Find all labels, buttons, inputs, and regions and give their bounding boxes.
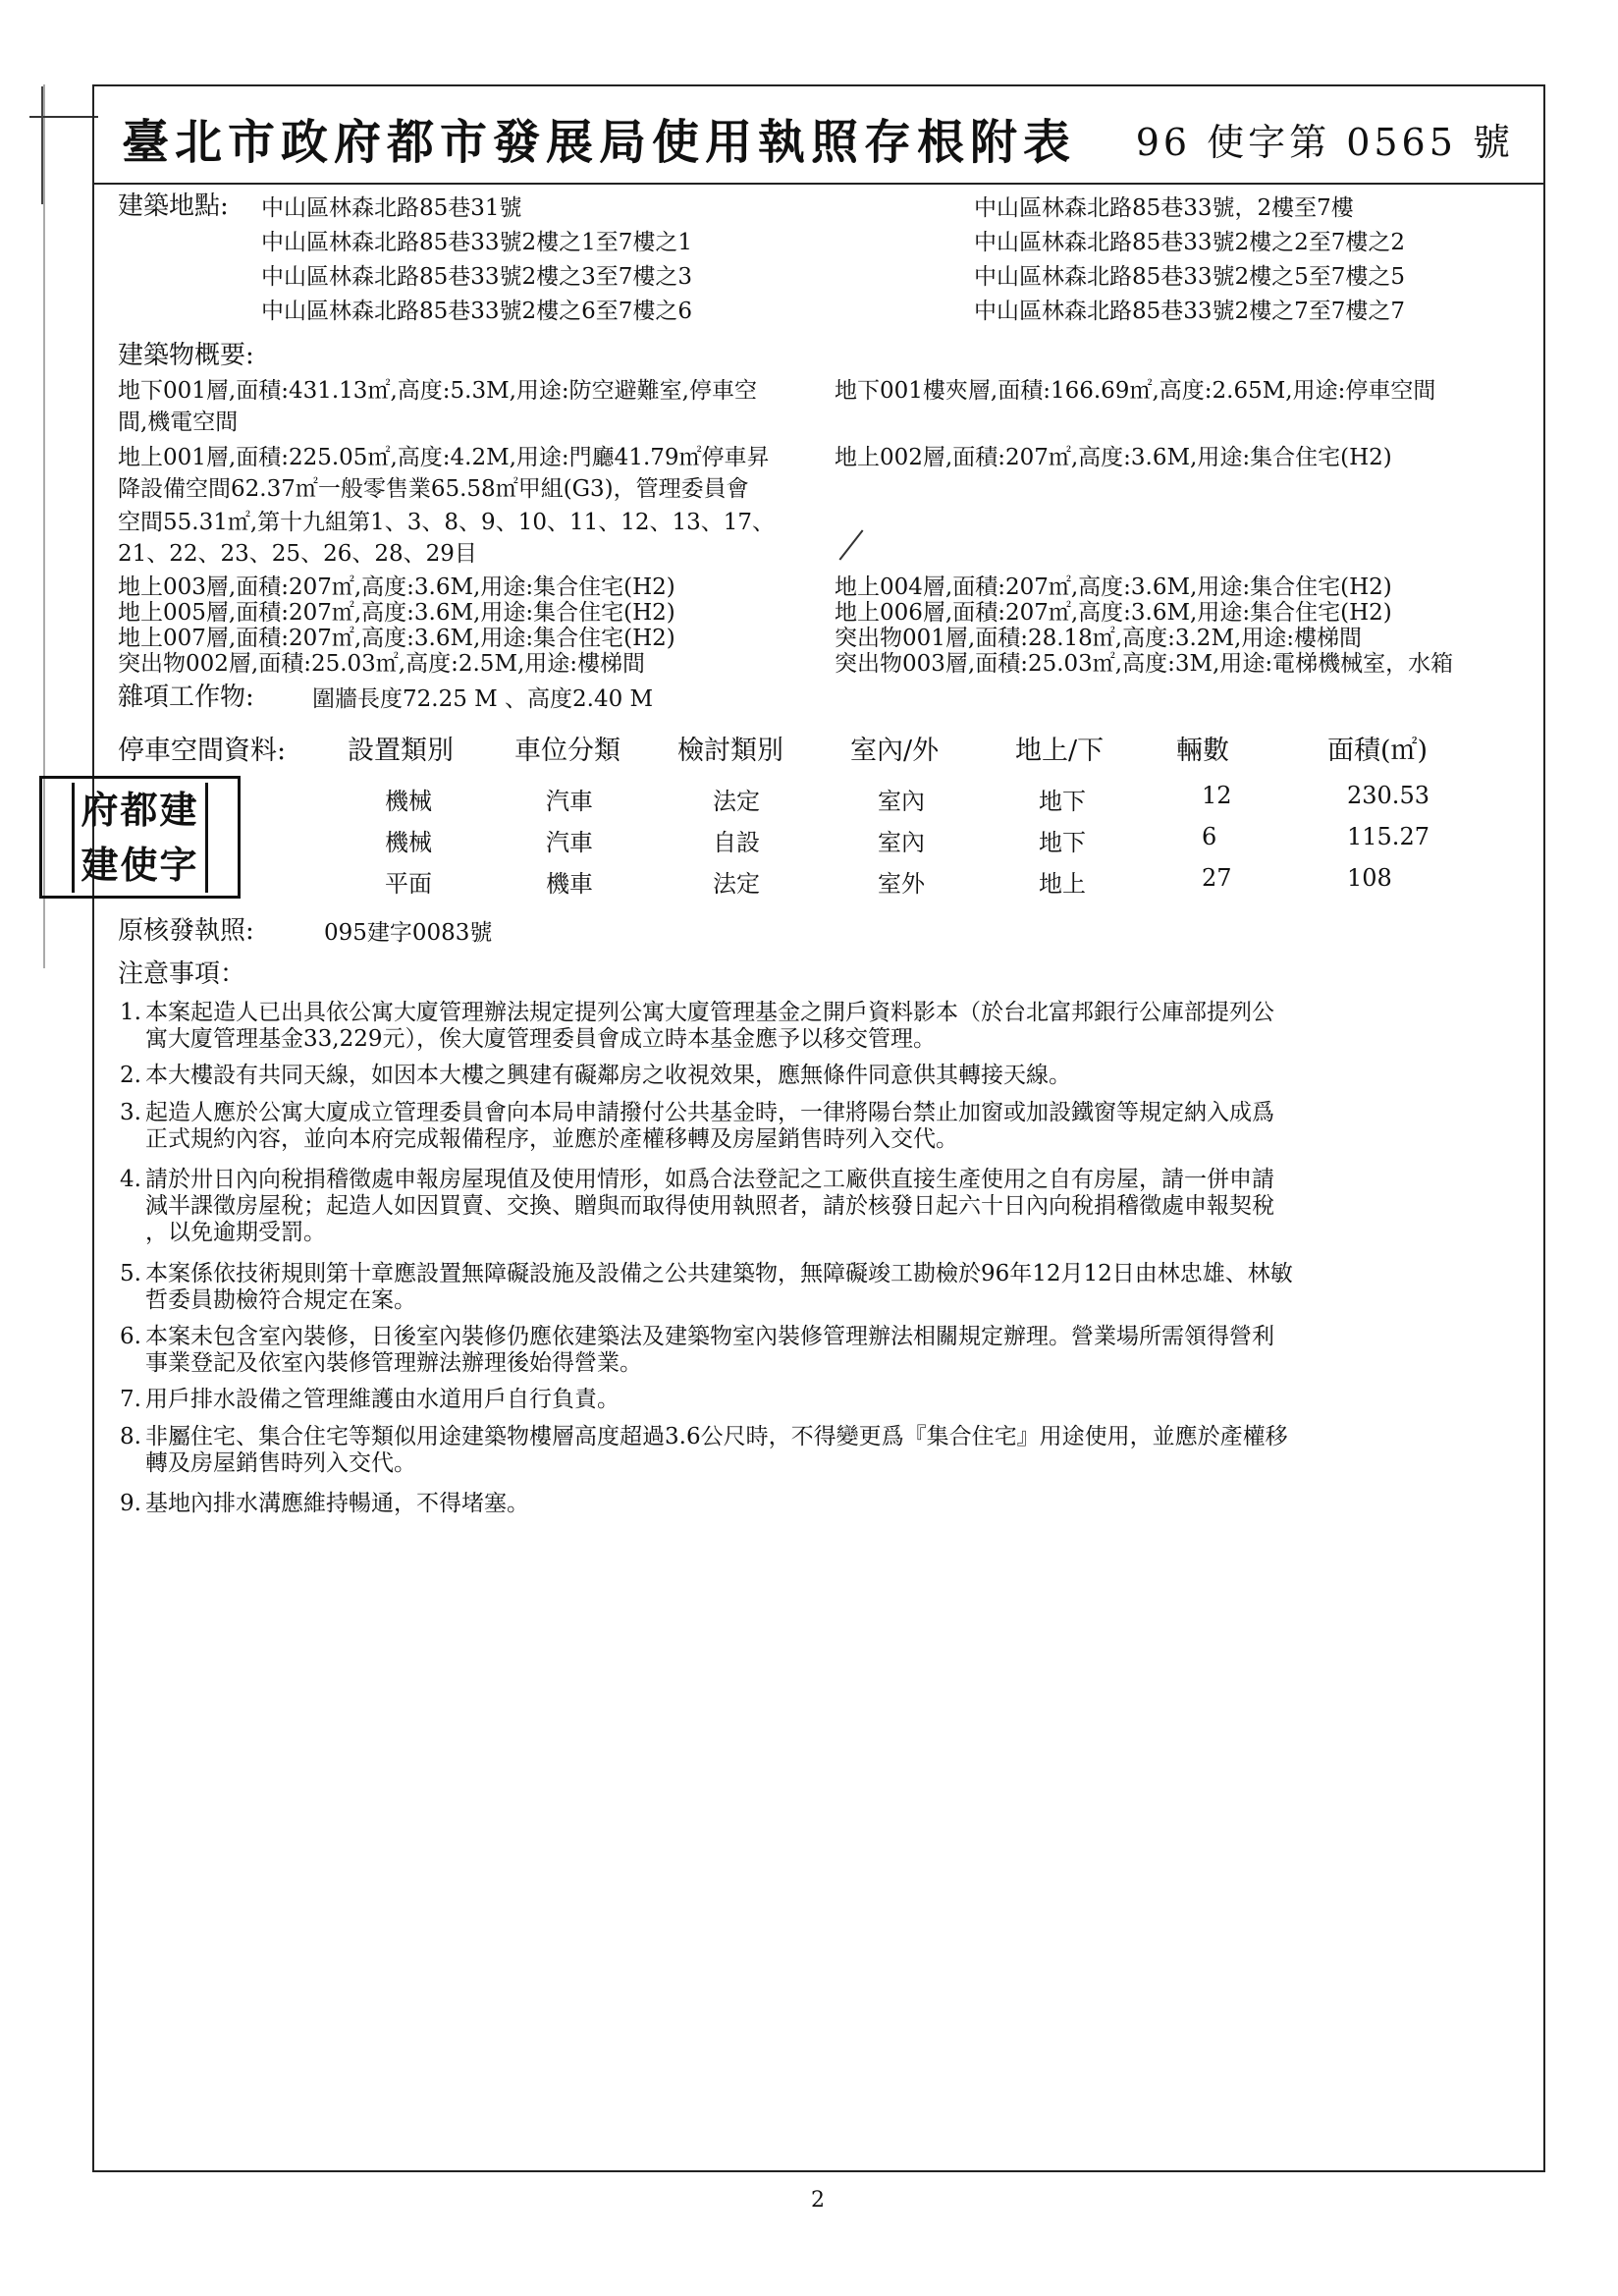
address-right-3: 中山區林森北路85巷33號2樓之5至7樓之5 — [974, 264, 1406, 290]
seal-line-2: 建使字 — [81, 842, 199, 887]
parking-r1-c4: 室內 — [878, 788, 925, 815]
note-line: 本案未包含室內裝修，日後室內裝修仍應依建築法及建築物室內裝修管理辦法相關規定辦理。營業場所需領得營利 — [145, 1324, 1274, 1349]
note-line: 事業登記及依室內裝修管理辦法辦理後始得營業。 — [145, 1350, 642, 1376]
note-line: 非屬住宅、集合住宅等類似用途建築物樓層高度超過3.6公尺時，不得變更爲『集合住宅』用途使用，並應於產權移 — [145, 1424, 1288, 1449]
official-seal-stamp — [39, 776, 241, 899]
parking-r1-c6: 12 — [1202, 782, 1232, 809]
address-label: 建築地點: — [118, 191, 229, 221]
note-item — [120, 1261, 1539, 1314]
original-permit-label: 原核發執照: — [118, 916, 254, 946]
note-item — [120, 1424, 1539, 1477]
page-number: 2 — [811, 2188, 825, 2213]
address-left-3: 中山區林森北路85巷33號2樓之3至7樓之3 — [261, 264, 693, 290]
note-line: 正式規約內容，並向本府完成報備程序，並應於產權移轉及房屋銷售時列入交代。 — [145, 1126, 958, 1152]
note-line: 用戶排水設備之管理維護由水道用戶自行負責。 — [145, 1387, 620, 1412]
note-number: 8. — [120, 1424, 141, 1449]
note-item — [120, 1167, 1539, 1246]
overview-row-2-left: 地上005層,面積:207㎡,高度:3.6M,用途:集合住宅(H2) — [118, 600, 675, 626]
overview-f1-cont3: 21、22、23、25、26、28、29目 — [118, 541, 477, 567]
overview-row-4-right: 突出物003層,面積:25.03㎡,高度:3M,用途:電梯機械室，水箱 — [835, 651, 1454, 677]
parking-r1-c1: 機械 — [385, 788, 432, 815]
parking-r2-c5: 地下 — [1039, 829, 1086, 856]
parking-r2-c6: 6 — [1202, 823, 1217, 850]
parking-header-7: 面積(㎡) — [1327, 736, 1429, 766]
note-line: 基地內排水溝應維持暢通，不得堵塞。 — [145, 1491, 529, 1516]
parking-header-6: 輛數 — [1176, 736, 1229, 766]
parking-r3-c6: 27 — [1202, 864, 1232, 892]
document-title: 臺北市政府都市發展局使用執照存根附表 — [122, 115, 1077, 170]
parking-r1-c7: 230.53 — [1347, 782, 1429, 809]
note-number: 3. — [120, 1100, 141, 1125]
parking-r3-c4: 室外 — [878, 870, 925, 898]
note-line: ，以免逾期受罰。 — [145, 1220, 326, 1245]
scan-mark — [29, 116, 98, 118]
original-permit-value: 095建字0083號 — [324, 920, 493, 946]
note-number: 7. — [120, 1387, 141, 1412]
overview-row-4-left: 突出物002層,面積:25.03㎡,高度:2.5M,用途:樓梯間 — [118, 651, 646, 677]
overview-f2-right: 地上002層,面積:207㎡,高度:3.6M,用途:集合住宅(H2) — [835, 445, 1392, 470]
parking-r3-c3: 法定 — [713, 870, 760, 898]
overview-label: 建築物概要: — [118, 341, 254, 370]
parking-header-2: 車位分類 — [514, 736, 620, 766]
note-item — [120, 1100, 1539, 1153]
note-line: 本大樓設有共同天線，如因本大樓之興建有礙鄰房之收視效果，應無條件同意供其轉接天線。 — [145, 1063, 1071, 1088]
parking-r3-c5: 地上 — [1039, 870, 1086, 898]
note-line: 請於卅日內向稅捐稽徵處申報房屋現值及使用情形，如爲合法登記之工廠供直接生產使用之自有房屋，請一併申請 — [145, 1167, 1274, 1192]
permit-number: 96 使字第 0565 號 — [1135, 121, 1514, 164]
parking-r2-c3: 自設 — [713, 829, 760, 856]
address-right-1: 中山區林森北路85巷33號，2樓至7樓 — [974, 195, 1354, 221]
note-line: 轉及房屋銷售時列入交代。 — [145, 1450, 416, 1476]
parking-r2-c1: 機械 — [385, 829, 432, 856]
overview-row-2-right: 地上006層,面積:207㎡,高度:3.6M,用途:集合住宅(H2) — [835, 600, 1392, 626]
seal-line-1: 府都建 — [81, 787, 199, 832]
parking-r1-c5: 地下 — [1039, 788, 1086, 815]
parking-header-1: 設置類別 — [348, 736, 454, 766]
note-line: 哲委員勘檢符合規定在案。 — [145, 1287, 416, 1313]
overview-row-3-left: 地上007層,面積:207㎡,高度:3.6M,用途:集合住宅(H2) — [118, 626, 675, 651]
note-number: 2. — [120, 1063, 141, 1088]
address-left-2: 中山區林森北路85巷33號2樓之1至7樓之1 — [261, 230, 693, 255]
parking-r3-c1: 平面 — [385, 870, 432, 898]
parking-r2-c7: 115.27 — [1347, 823, 1429, 850]
address-right-2: 中山區林森北路85巷33號2樓之2至7樓之2 — [974, 230, 1406, 255]
parking-label: 停車空間資料: — [118, 736, 287, 766]
note-item — [120, 1387, 1539, 1413]
parking-header-3: 檢討類別 — [677, 736, 783, 766]
note-line: 寓大廈管理基金33,229元），俟大廈管理委員會成立時本基金應予以移交管理。 — [145, 1026, 936, 1052]
note-number: 5. — [120, 1261, 141, 1286]
overview-f1-cont1: 降設備空間62.37㎡一般零售業65.58㎡甲組(G3)，管理委員會 — [118, 476, 749, 502]
note-line: 減半課徵房屋稅；起造人如因買賣、交換、贈與而取得使用執照者，請於核發日起六十日內向稅捐稽徵處申報契稅 — [145, 1193, 1274, 1219]
note-item — [120, 1491, 1539, 1517]
parking-header-5: 地上/下 — [1015, 736, 1105, 766]
header-divider — [94, 183, 1543, 185]
parking-r1-c2: 汽車 — [546, 788, 593, 815]
address-left-4: 中山區林森北路85巷33號2樓之6至7樓之6 — [261, 299, 693, 324]
address-right-4: 中山區林森北路85巷33號2樓之7至7樓之7 — [974, 299, 1406, 324]
note-item — [120, 1063, 1539, 1089]
notes-label: 注意事項： — [118, 959, 246, 989]
overview-b1-right: 地下001樓夾層,面積:166.69㎡,高度:2.65M,用途:停車空間 — [835, 378, 1436, 404]
note-line: 本案係依技術規則第十章應設置無障礙設施及設備之公共建築物，無障礙竣工勘檢於96年12月12日由林忠雄、林敏 — [145, 1261, 1293, 1286]
overview-row-3-right: 突出物001層,面積:28.18㎡,高度:3.2M,用途:樓梯間 — [835, 626, 1363, 651]
misc-label: 雜項工作物: — [118, 683, 254, 712]
overview-row-1-left: 地上003層,面積:207㎡,高度:3.6M,用途:集合住宅(H2) — [118, 574, 675, 600]
scan-mark-vertical — [41, 86, 43, 204]
overview-f1-left: 地上001層,面積:225.05㎡,高度:4.2M,用途:門廳41.79㎡停車昇 — [118, 445, 770, 470]
address-left-1: 中山區林森北路85巷31號 — [261, 195, 522, 221]
parking-r3-c2: 機車 — [546, 870, 593, 898]
note-line: 本案起造人已出具依公寓大廈管理辦法規定提列公寓大廈管理基金之開戶資料影本（於台北富邦銀行公庫部提列公 — [145, 1000, 1274, 1025]
note-number: 6. — [120, 1324, 141, 1349]
note-line: 起造人應於公寓大廈成立管理委員會向本局申請撥付公共基金時，一律將陽台禁止加窗或加設鐵窗等規定納入成爲 — [145, 1100, 1274, 1125]
parking-header-4: 室內/外 — [850, 736, 940, 766]
overview-row-1-right: 地上004層,面積:207㎡,高度:3.6M,用途:集合住宅(H2) — [835, 574, 1392, 600]
overview-b1-cont: 間,機電空間 — [118, 410, 239, 435]
note-number: 4. — [120, 1167, 141, 1192]
parking-r3-c7: 108 — [1347, 864, 1392, 892]
parking-r2-c2: 汽車 — [546, 829, 593, 856]
misc-value: 圍牆長度72.25 M 、高度2.40 M — [312, 686, 654, 712]
parking-r2-c4: 室內 — [878, 829, 925, 856]
note-item — [120, 1324, 1539, 1377]
overview-f1-cont2: 空間55.31㎡,第十九組第1、3、8、9、10、11、12、13、17、 — [118, 510, 776, 535]
overview-b1-left: 地下001層,面積:431.13㎡,高度:5.3M,用途:防空避難室,停車空 — [118, 378, 757, 404]
note-number: 9. — [120, 1491, 141, 1516]
note-number: 1. — [120, 1000, 141, 1025]
parking-r1-c3: 法定 — [713, 788, 760, 815]
note-item — [120, 1000, 1539, 1053]
